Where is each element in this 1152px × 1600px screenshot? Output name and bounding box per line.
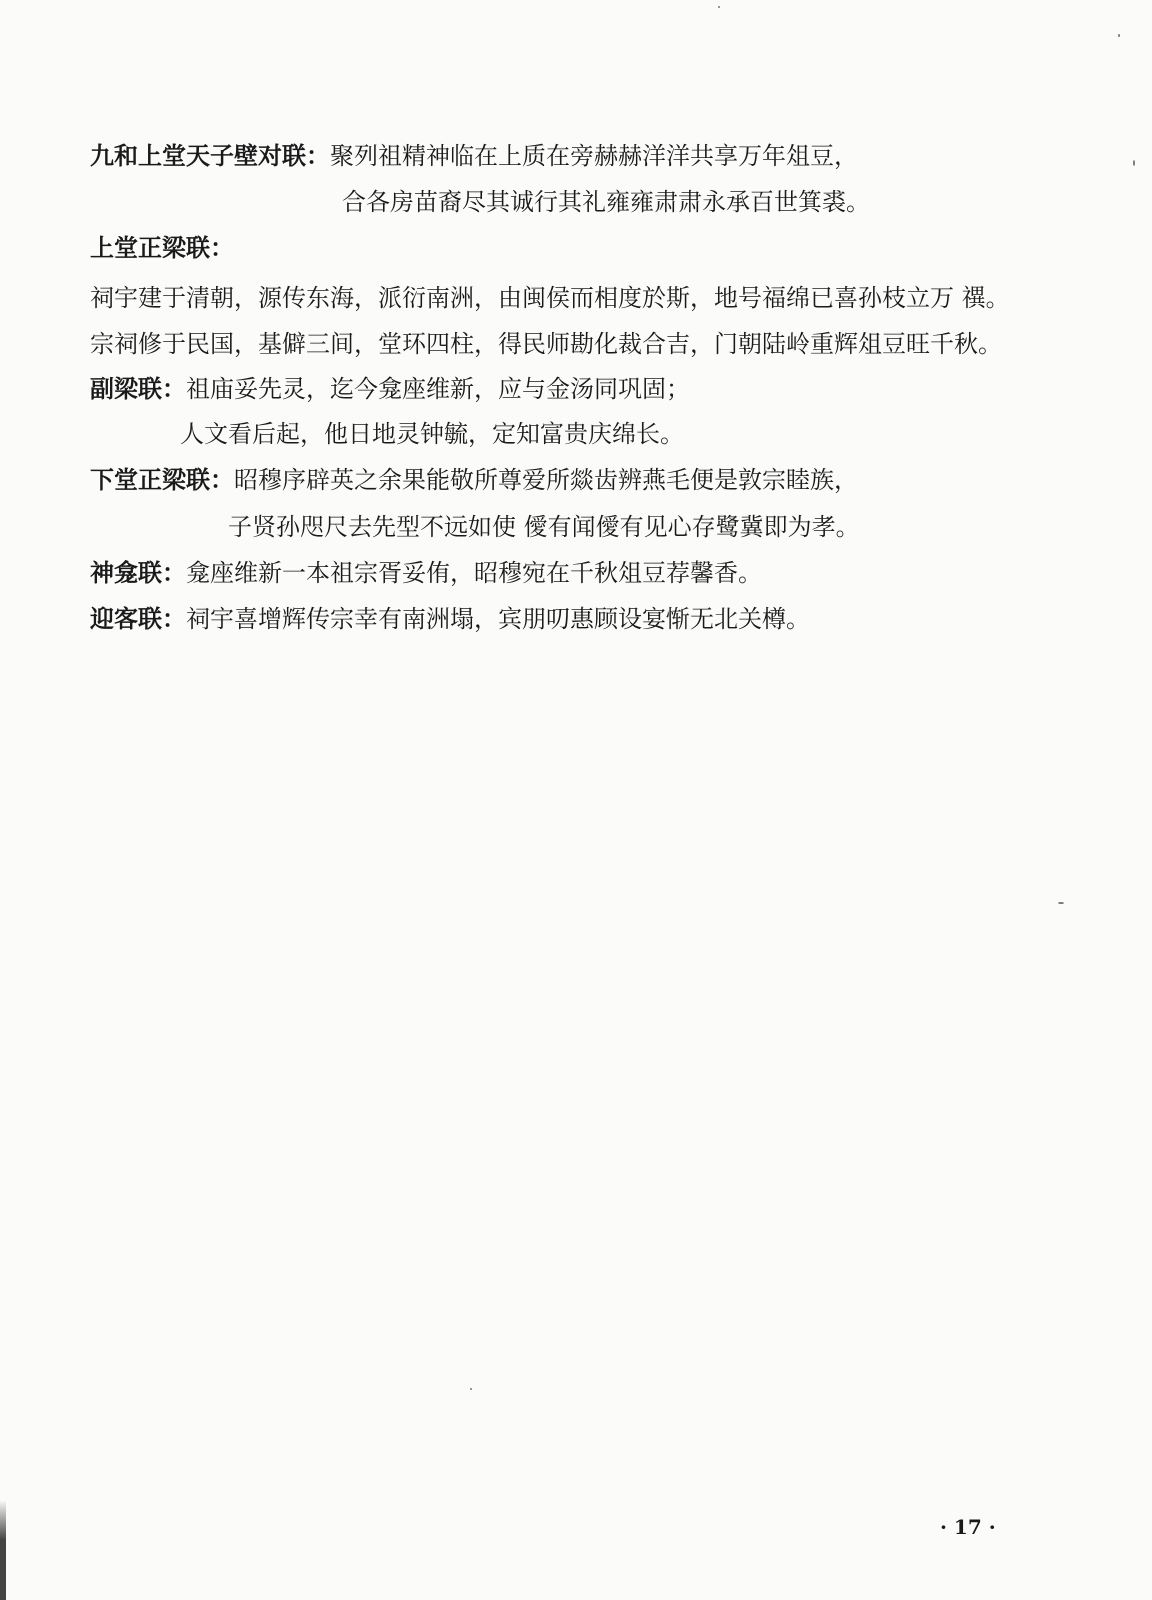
couplet-text: 人文看后起，他日地灵钟毓，定知富贵庆绵长。	[180, 420, 684, 448]
couplet-text: 昭穆序辟英之余果能敬所尊爱所燚齿辨燕毛便是敦宗睦族，	[234, 466, 858, 494]
couplet-text: 宗祠修于民国，基僻三间，堂环四柱，得民师勘化裁合吉，门朝陆岭重辉俎豆旺千秋。	[90, 330, 1002, 358]
scan-speck	[1133, 160, 1135, 166]
couplet-text: 子贤孙咫尺去先型不远如使 僾有闻僾有见心存鹭冀即为孝。	[228, 513, 860, 541]
couplet-line	[90, 282, 1010, 314]
couplet-text: 聚列祖精神临在上质在旁赫赫洋洋共享万年俎豆，	[330, 142, 858, 170]
couplet-text: 祠宇喜增辉传宗幸有南洲塌，宾朋叨惠顾设宴惭无北关樽。	[186, 605, 810, 633]
couplet-line	[342, 186, 870, 218]
couplet-line	[90, 328, 1002, 360]
scan-edge-shadow	[0, 0, 6, 1600]
couplet-text: 祠宇建于清朝，源传东海，派衍南洲，由闽侯而相度於斯，地号福绵已喜孙枝立万 禩。	[90, 284, 1010, 312]
couplet-line	[90, 232, 234, 264]
couplet-label: 下堂正梁联：	[90, 466, 234, 494]
couplet-label: 迎客联：	[90, 605, 186, 633]
couplet-label: 副梁联：	[90, 375, 186, 403]
couplet-line	[90, 140, 858, 172]
couplet-text: 龛座维新一本祖宗胥妥侑，昭穆宛在千秋俎豆荐馨香。	[186, 559, 762, 587]
scan-speck	[470, 1388, 472, 1390]
page-number: · 17 ·	[940, 1515, 996, 1539]
couplet-label: 神龛联：	[90, 559, 186, 587]
couplet-line	[90, 464, 858, 496]
couplet-text: 祖庙妥先灵，迄今龛座维新，应与金汤同巩固；	[186, 375, 690, 403]
scan-speck	[718, 6, 720, 8]
scan-speck	[1118, 34, 1120, 37]
couplet-label: 上堂正梁联：	[90, 234, 234, 262]
scan-speck	[1058, 902, 1064, 904]
couplet-text: 合各房苗裔尽其诚行其礼雍雍肃肃永承百世箕裘。	[342, 188, 870, 216]
couplet-line	[180, 418, 684, 450]
couplet-line	[90, 373, 690, 405]
couplet-line	[90, 603, 810, 635]
couplet-label: 九和上堂天子壁对联：	[90, 142, 330, 170]
couplet-line	[90, 557, 762, 589]
couplet-line	[228, 511, 860, 543]
